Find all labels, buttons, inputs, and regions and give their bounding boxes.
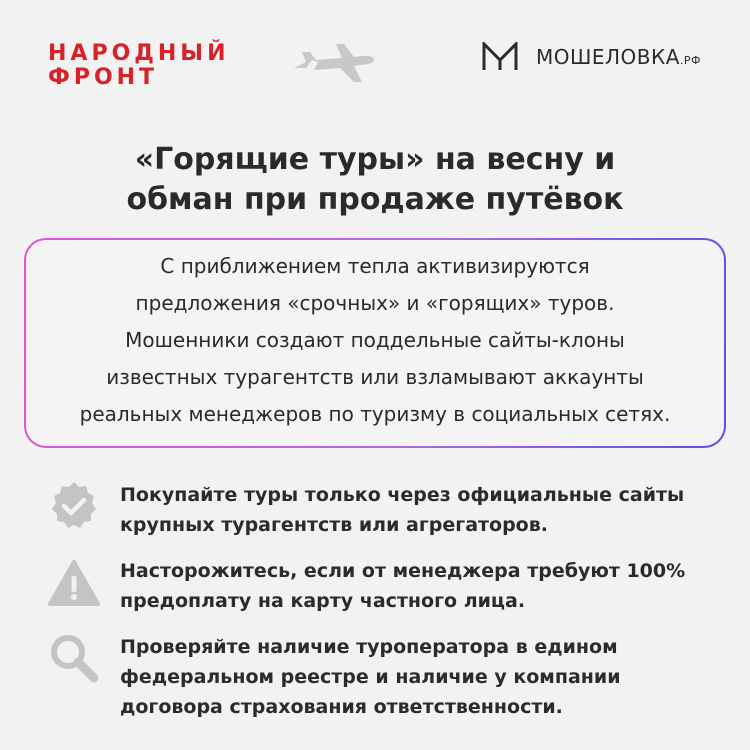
tip-line: федеральном реестре и наличие у компании [120, 666, 621, 688]
callout-line: Мошенники создают поддельные сайты-клоны [125, 328, 625, 352]
callout-line: реальных менеджеров по туризму в социальных сетях. [79, 402, 671, 426]
tip-text [120, 480, 730, 540]
mosheiovka-name-suffix: .РФ [679, 54, 702, 67]
callout-box [24, 238, 726, 448]
logo-line-1: НАРОДНЫЙ [48, 41, 230, 66]
mosheiovka-name [536, 45, 701, 69]
airplane-icon [290, 38, 376, 88]
m-logo-icon [482, 42, 518, 72]
mosheiovka-name-main: МОШЕЛОВКА [536, 45, 680, 69]
tip-line: крупных турагентств или агрегаторов. [120, 514, 548, 536]
tip-text [120, 556, 730, 616]
page-title-line-2: обман при продаже путёвок [126, 182, 624, 217]
tip-line: Насторожитесь, если от менеджера требуют 100% [120, 560, 686, 582]
page-title-line-1: «Горящие туры» на весну и [134, 142, 616, 177]
mosheiovka-logo [482, 42, 701, 72]
callout-line: С приближением тепла активизируются [160, 254, 590, 278]
tip-line: предоплату на карту частного лица. [120, 590, 526, 612]
page-title [0, 140, 750, 220]
narodny-front-logo [48, 42, 229, 90]
header [0, 0, 750, 120]
callout-text [26, 240, 724, 446]
magnifier-icon [46, 630, 102, 686]
callout-line: известных турагентств или взламывают аккаунты [106, 365, 644, 389]
tip-text [120, 632, 730, 722]
tip-line: договора страхования ответственности. [120, 696, 563, 718]
warning-triangle-icon [46, 556, 102, 612]
tip-line: Проверяйте наличие туроператора в едином [120, 636, 618, 658]
verified-badge-icon [46, 478, 102, 534]
callout-line: предложения «срочных» и «горящих» туров. [135, 291, 615, 315]
logo-line-2: ФРОНТ [48, 65, 159, 90]
tip-line: Покупайте туры только через официальные сайты [120, 484, 685, 506]
